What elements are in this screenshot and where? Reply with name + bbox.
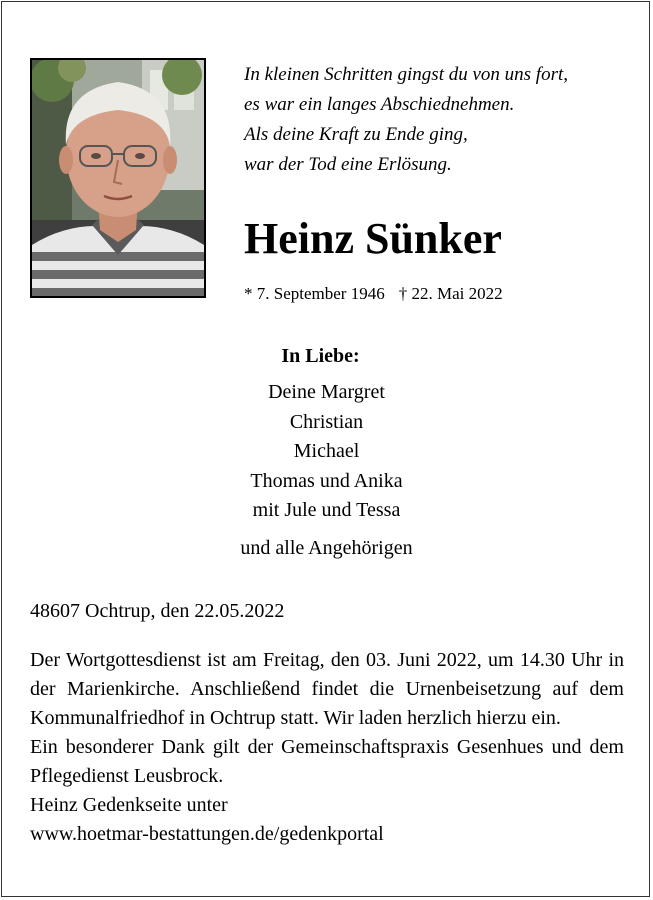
mourner-name: Thomas und Anika xyxy=(250,469,403,492)
thanks-paragraph: Ein besonderer Dank gilt der Gemeinschaftspraxis Gesenhues und dem Pflegedienst Leusbrock. xyxy=(30,736,624,787)
mourners-heading-text: In Liebe: xyxy=(281,345,360,367)
funeral-notice xyxy=(30,646,624,849)
relatives-line: und alle Angehörigen xyxy=(240,537,413,559)
deceased-name: Heinz Sünker xyxy=(244,214,502,263)
mourner-name: Deine Margret xyxy=(268,381,385,403)
mourners-list xyxy=(0,378,653,526)
poem-line: es war ein langes Abschiednehmen. xyxy=(244,94,515,115)
birth-date: * 7. September 1946 xyxy=(244,284,385,303)
death-date: † 22. Mai 2022 xyxy=(398,284,503,303)
poem-line: Als deine Kraft zu Ende ging, xyxy=(244,124,468,145)
place-and-date: 48607 Ochtrup, den 22.05.2022 xyxy=(30,600,285,622)
poem-line: In kleinen Schritten gingst du von uns fort, xyxy=(244,64,569,85)
mourner-name: mit Jule und Tessa xyxy=(252,499,401,521)
service-paragraph: Der Wortgottesdienst ist am Freitag, den 03. Juni 2022, um 14.30 Uhr in der Marienkirche. Anschließend findet die Urnenbeisetzung auf dem Kommunalfriedhof in Ochtrup statt. Wir laden herzlich hierzu ein. xyxy=(30,649,624,729)
mourners-heading xyxy=(0,342,653,370)
mourner-name: Michael xyxy=(293,440,360,462)
portrait-photo xyxy=(30,58,206,298)
poem xyxy=(244,60,568,180)
life-dates xyxy=(244,282,503,306)
memorial-link[interactable]: www.hoetmar-bestattungen.de/gedenkportal xyxy=(30,823,384,845)
mourner-name: Christian xyxy=(289,410,364,433)
memorial-label: Heinz Gedenkseite unter xyxy=(30,794,228,816)
poem-line: war der Tod eine Erlösung. xyxy=(244,154,452,175)
